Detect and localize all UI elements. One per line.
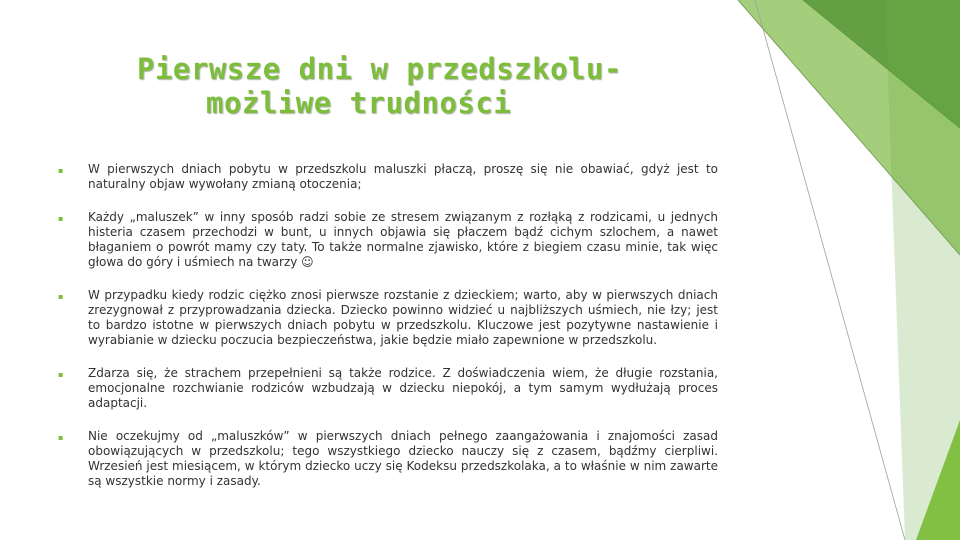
- bullet-item: [58, 366, 718, 411]
- bullet-marker-icon: ▪: [58, 292, 64, 301]
- bullet-marker-icon: ▪: [58, 214, 64, 223]
- bullet-marker-icon: ▪: [58, 433, 64, 442]
- bullet-item: [58, 288, 718, 348]
- bullet-marker-icon: ▪: [58, 166, 64, 175]
- slide-title: [100, 52, 700, 120]
- bullet-text: W pierwszych dniach pobytu w przedszkolu maluszki płaczą, proszę się nie obawiać, gdyż jest to naturalny objaw wywołany zmianą otoczenia;: [88, 162, 718, 191]
- bullet-text: Zdarza się, że strachem przepełnieni są także rodzice. Z doświadczenia wiem, że długie rozstania, emocjonalne rozchwianie rodziców wzbudzają w dziecku niepokój, a tym samym wydłużają proces adaptacji.: [88, 366, 718, 410]
- bullet-marker-icon: ▪: [58, 370, 64, 379]
- bullet-text: Nie oczekujmy od „maluszków” w pierwszych dniach pełnego zaangażowania i znajomości zasad obowiązujących w przedszkolu; tego wszystkiego dziecko nauczy się z czasem, bądźmy cierpliwi. Wrzesień jest miesiącem, w którym dziecko uczy się Kodeksu przedszkolaka, a to właśnie w nim zawarte są wszystkie normy i zasady.: [88, 429, 718, 488]
- slide-title-line-2: możliwe trudności: [206, 86, 512, 121]
- bullet-item: [58, 162, 718, 192]
- bullet-item: [58, 429, 718, 489]
- slide-title-line-1: Pierwsze dni w przedszkolu-: [137, 52, 622, 86]
- bullet-item: [58, 210, 718, 270]
- bullet-text: Każdy „maluszek” w inny sposób radzi sobie ze stresem związanym z rozłąką z rodzicami, u jednych histeria czasem przechodzi w bunt, u innych objawia się płaczem bądź cichym szlochem, a nawet błaganiem o powrót mamy czy taty. To także normalne zjawisko, które z biegiem czasu minie, tak więc głowa do góry i uśmiech na twarzy ☺: [88, 210, 718, 269]
- bullet-text: W przypadku kiedy rodzic ciężko znosi pierwsze rozstanie z dzieckiem; warto, aby w pierwszych dniach zrezygnował z przyprowadzania dziecka. Dziecko powinno widzieć u najbliższych uśmiech, nie łzy; jest to bardzo istotne w pierwszych dniach pobytu w przedszkolu. Kluczowe jest pozytywne nastawienie i wyrabianie w dziecku poczucia bezpieczeństwa, jakie będzie miało zapewnione w przedszkolu.: [88, 288, 718, 347]
- bullet-list: [58, 162, 718, 507]
